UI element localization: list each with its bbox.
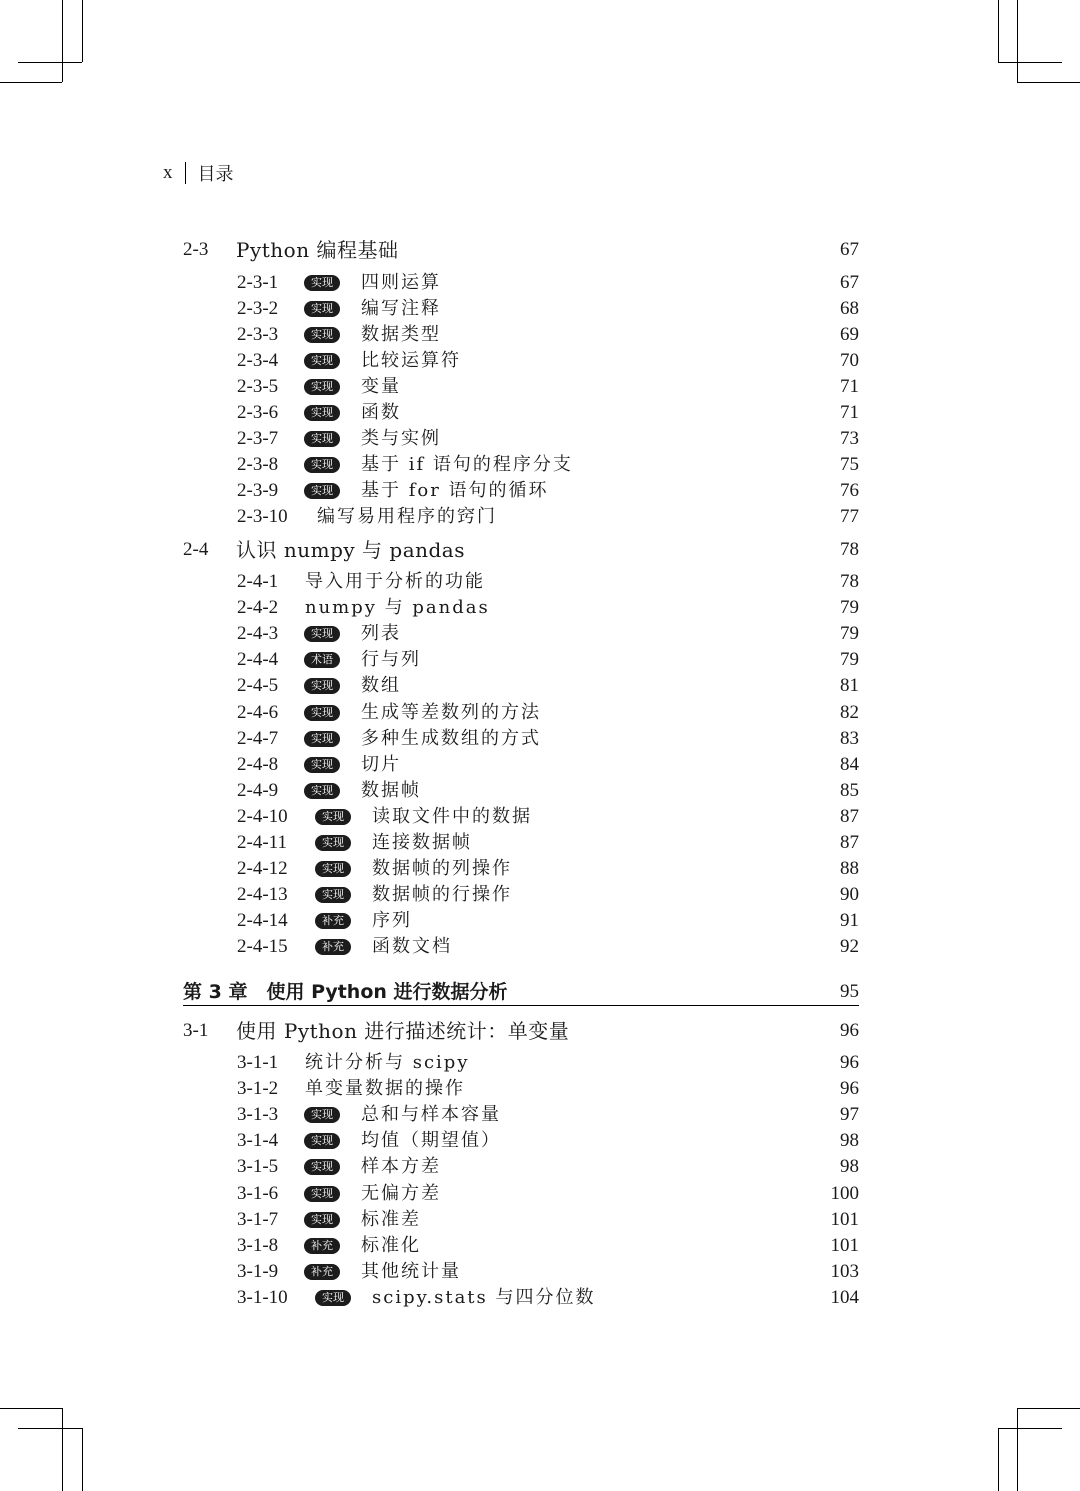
toc-entry[interactable]: [0, 1102, 1080, 1128]
entry-number: 2-3-6: [237, 402, 279, 423]
crop-mark: [82, 1428, 83, 1491]
entry-badge: 实现: [304, 1186, 340, 1202]
entry-title: 标准差: [361, 1208, 421, 1230]
crop-mark: [998, 0, 999, 62]
entry-title: 统计分析与 scipy: [305, 1052, 470, 1073]
entry-badge: 实现: [315, 835, 351, 851]
entry-page: 103: [830, 1260, 859, 1282]
entry-badge: 实现: [304, 626, 340, 642]
entry-title: 总和与样本容量: [361, 1104, 501, 1126]
entry-title: 数组: [361, 675, 401, 697]
entry-title: 连接数据帧: [372, 832, 472, 853]
entry-number: 2-4-2: [237, 597, 279, 619]
toc-entry[interactable]: [0, 830, 1080, 856]
toc-entry[interactable]: [0, 647, 1080, 673]
section-number: 3-1: [183, 1020, 209, 1041]
toc-section-heading[interactable]: [0, 537, 1080, 563]
toc-entry[interactable]: [0, 1128, 1080, 1154]
entry-page: 100: [830, 1182, 859, 1204]
entry-number: 3-1-8: [237, 1234, 279, 1256]
entry-title: 其他统计量: [361, 1260, 461, 1282]
entry-number: 2-3-2: [237, 298, 279, 319]
entry-page: 78: [840, 571, 859, 592]
entry-badge: 实现: [304, 757, 340, 773]
toc-entry[interactable]: [0, 1181, 1080, 1207]
section-page: 96: [840, 1020, 859, 1041]
crop-mark: [1017, 82, 1080, 83]
entry-badge: 实现: [304, 705, 340, 721]
toc-chapter-heading[interactable]: [183, 979, 859, 1006]
entry-title: 读取文件中的数据: [372, 805, 532, 827]
entry-badge: 补充: [304, 1264, 340, 1280]
entry-page: 70: [840, 350, 859, 371]
toc-entry[interactable]: [0, 569, 1080, 595]
entry-page: 87: [840, 832, 859, 853]
entry-title: 编写易用程序的窍门: [317, 506, 497, 527]
toc-entry[interactable]: [0, 673, 1080, 699]
entry-number: 2-4-12: [237, 858, 288, 880]
entry-page: 97: [840, 1104, 859, 1126]
entry-number: 2-4-6: [237, 701, 279, 723]
entry-title: 均值（期望值）: [361, 1130, 501, 1152]
entry-badge: 实现: [304, 483, 340, 499]
toc-entry[interactable]: [0, 296, 1080, 322]
crop-mark: [1017, 0, 1018, 82]
entry-title: 数据帧: [361, 779, 421, 801]
crop-mark: [998, 62, 1062, 63]
entry-number: 3-1-6: [237, 1182, 279, 1204]
entry-title: 单变量数据的操作: [305, 1078, 465, 1100]
entry-page: 71: [840, 402, 859, 423]
entry-number: 2-4-3: [237, 623, 279, 645]
toc-entry[interactable]: [0, 270, 1080, 296]
entry-page: 73: [840, 428, 859, 449]
entry-title: 类与实例: [361, 428, 441, 449]
crop-mark: [62, 0, 63, 82]
entry-title: 行与列: [361, 649, 421, 671]
header-page-number: x: [163, 162, 173, 183]
entry-title: 序列: [372, 910, 412, 932]
crop-mark: [82, 0, 83, 62]
entry-badge: 实现: [304, 1107, 340, 1123]
entry-page: 85: [840, 779, 859, 801]
entry-page: 92: [840, 936, 859, 958]
entry-number: 2-4-15: [237, 936, 288, 958]
entry-page: 67: [840, 272, 859, 293]
entry-badge: 实现: [304, 353, 340, 369]
section-number: 2-4: [183, 539, 209, 560]
entry-page: 69: [840, 324, 859, 345]
entry-number: 2-4-8: [237, 753, 279, 775]
section-number: 2-3: [183, 239, 209, 260]
toc-entry[interactable]: [0, 778, 1080, 804]
entry-badge: 实现: [315, 861, 351, 877]
toc-entry[interactable]: [0, 752, 1080, 778]
entry-title: 数据帧的列操作: [372, 858, 512, 880]
entry-title: 函数文档: [372, 936, 452, 958]
toc-entry[interactable]: [0, 882, 1080, 908]
crop-mark: [998, 1428, 999, 1491]
entry-page: 96: [840, 1052, 859, 1073]
entry-number: 2-3-4: [237, 350, 279, 371]
entry-badge: 实现: [304, 405, 340, 421]
entry-title: 基于 for 语句的循环: [361, 480, 549, 501]
toc-section-heading[interactable]: [0, 237, 1080, 263]
entry-number: 3-1-7: [237, 1208, 279, 1230]
running-header: [163, 160, 234, 186]
section-title: 使用 Python 进行描述统计：单变量: [236, 1019, 570, 1043]
entry-badge: 实现: [315, 809, 351, 825]
toc-entry[interactable]: [0, 504, 1080, 530]
entry-badge: 术语: [304, 652, 340, 668]
entry-title: 数据类型: [361, 324, 441, 345]
chapter-title: 第 3 章 使用 Python 进行数据分析: [183, 981, 508, 1003]
entry-page: 87: [840, 805, 859, 827]
toc-entry[interactable]: [0, 400, 1080, 426]
entry-title: 函数: [361, 402, 401, 423]
section-page: 78: [840, 539, 859, 560]
toc-entry[interactable]: [0, 374, 1080, 400]
entry-number: 3-1-2: [237, 1078, 279, 1100]
toc-entry[interactable]: [0, 1285, 1080, 1311]
entry-number: 3-1-3: [237, 1104, 279, 1126]
entry-number: 3-1-9: [237, 1260, 279, 1282]
entry-number: 2-4-7: [237, 727, 279, 749]
entry-number: 3-1-10: [237, 1286, 288, 1308]
entry-page: 96: [840, 1078, 859, 1100]
entry-page: 77: [840, 506, 859, 527]
entry-page: 75: [840, 454, 859, 475]
entry-page: 101: [830, 1234, 859, 1256]
entry-title: 列表: [361, 623, 401, 645]
toc-entry[interactable]: [0, 1207, 1080, 1233]
entry-page: 98: [840, 1156, 859, 1178]
section-title: 认识 numpy 与 pandas: [236, 538, 465, 562]
entry-title: 样本方差: [361, 1156, 441, 1178]
entry-page: 81: [840, 675, 859, 697]
entry-page: 98: [840, 1130, 859, 1152]
toc-entry[interactable]: [0, 1233, 1080, 1259]
entry-number: 2-3-10: [237, 506, 288, 527]
entry-page: 71: [840, 376, 859, 397]
entry-badge: 实现: [304, 457, 340, 473]
entry-number: 2-4-11: [237, 832, 287, 853]
entry-number: 2-3-7: [237, 428, 279, 449]
entry-badge: 补充: [304, 1238, 340, 1254]
entry-page: 68: [840, 298, 859, 319]
entry-page: 82: [840, 701, 859, 723]
entry-badge: 实现: [304, 1133, 340, 1149]
entry-number: 2-3-9: [237, 480, 279, 501]
crop-mark: [998, 1428, 1062, 1429]
entry-number: 2-3-5: [237, 376, 279, 397]
entry-page: 84: [840, 753, 859, 775]
section-page: 67: [840, 239, 859, 260]
entry-number: 2-3-8: [237, 454, 279, 475]
entry-badge: 实现: [304, 379, 340, 395]
entry-badge: 实现: [304, 783, 340, 799]
entry-title: 导入用于分析的功能: [305, 571, 485, 592]
entry-title: 切片: [361, 753, 401, 775]
entry-page: 76: [840, 480, 859, 501]
entry-title: 无偏方差: [361, 1182, 441, 1204]
entry-page: 90: [840, 884, 859, 906]
toc-entry[interactable]: [0, 856, 1080, 882]
entry-badge: 实现: [304, 431, 340, 447]
entry-page: 79: [840, 649, 859, 671]
chapter-page: 95: [840, 981, 859, 1002]
section-title: Python 编程基础: [236, 238, 399, 262]
entry-page: 79: [840, 597, 859, 619]
entry-badge: 实现: [315, 1290, 351, 1306]
header-title: 目录: [197, 164, 234, 185]
toc-entry[interactable]: [0, 322, 1080, 348]
crop-mark: [18, 1428, 82, 1429]
entry-number: 2-4-14: [237, 910, 288, 932]
entry-title: 标准化: [361, 1234, 421, 1256]
entry-number: 2-4-9: [237, 779, 279, 801]
entry-page: 101: [830, 1208, 859, 1230]
entry-title: 基于 if 语句的程序分支: [361, 454, 573, 475]
entry-badge: 实现: [304, 1159, 340, 1175]
entry-number: 2-4-1: [237, 571, 279, 592]
crop-mark: [0, 1408, 62, 1409]
entry-title: numpy 与 pandas: [305, 597, 490, 619]
entry-badge: 实现: [304, 327, 340, 343]
crop-mark: [62, 1408, 63, 1491]
entry-number: 2-4-4: [237, 649, 279, 671]
entry-title: 四则运算: [361, 272, 441, 293]
crop-mark: [1017, 1408, 1080, 1409]
toc-entry[interactable]: [0, 726, 1080, 752]
entry-badge: 实现: [304, 731, 340, 747]
entry-title: 变量: [361, 376, 401, 397]
entry-page: 79: [840, 623, 859, 645]
entry-number: 2-4-5: [237, 675, 279, 697]
entry-number: 3-1-1: [237, 1052, 279, 1073]
entry-page: 83: [840, 727, 859, 749]
entry-badge: 实现: [315, 887, 351, 903]
entry-number: 3-1-4: [237, 1130, 279, 1152]
header-divider: [185, 162, 186, 184]
toc-entry[interactable]: [0, 804, 1080, 830]
entry-badge: 实现: [304, 678, 340, 694]
entry-number: 2-4-10: [237, 805, 288, 827]
entry-title: 编写注释: [361, 298, 441, 319]
crop-mark: [1017, 1408, 1018, 1491]
entry-badge: 实现: [304, 301, 340, 317]
toc-entry[interactable]: [0, 1259, 1080, 1285]
toc-section-heading[interactable]: [0, 1018, 1080, 1044]
entry-number: 2-4-13: [237, 884, 288, 906]
entry-title: 数据帧的行操作: [372, 884, 512, 906]
toc-entry[interactable]: [0, 621, 1080, 647]
entry-page: 88: [840, 858, 859, 880]
toc-entry[interactable]: [0, 1076, 1080, 1102]
toc-entry[interactable]: [0, 934, 1080, 960]
toc-entry[interactable]: [0, 348, 1080, 374]
entry-number: 3-1-5: [237, 1156, 279, 1178]
toc-entry[interactable]: [0, 452, 1080, 478]
crop-mark: [18, 62, 82, 63]
entry-number: 2-3-3: [237, 324, 279, 345]
entry-title: scipy.stats 与四分位数: [372, 1286, 596, 1308]
entry-badge: 补充: [315, 913, 351, 929]
entry-title: 生成等差数列的方法: [361, 701, 541, 723]
toc-entry[interactable]: [0, 908, 1080, 934]
toc-entry[interactable]: [0, 700, 1080, 726]
entry-page: 91: [840, 910, 859, 932]
entry-title: 多种生成数组的方式: [361, 727, 541, 749]
toc-entry[interactable]: [0, 1154, 1080, 1180]
entry-page: 104: [830, 1286, 859, 1308]
entry-badge: 补充: [315, 939, 351, 955]
toc-entry[interactable]: [0, 595, 1080, 621]
entry-number: 2-3-1: [237, 272, 279, 293]
entry-badge: 实现: [304, 1212, 340, 1228]
crop-mark: [0, 82, 62, 83]
entry-title: 比较运算符: [361, 350, 461, 371]
toc-entry[interactable]: [0, 478, 1080, 504]
entry-badge: 实现: [304, 275, 340, 291]
toc-entry[interactable]: [0, 426, 1080, 452]
toc-entry[interactable]: [0, 1050, 1080, 1076]
